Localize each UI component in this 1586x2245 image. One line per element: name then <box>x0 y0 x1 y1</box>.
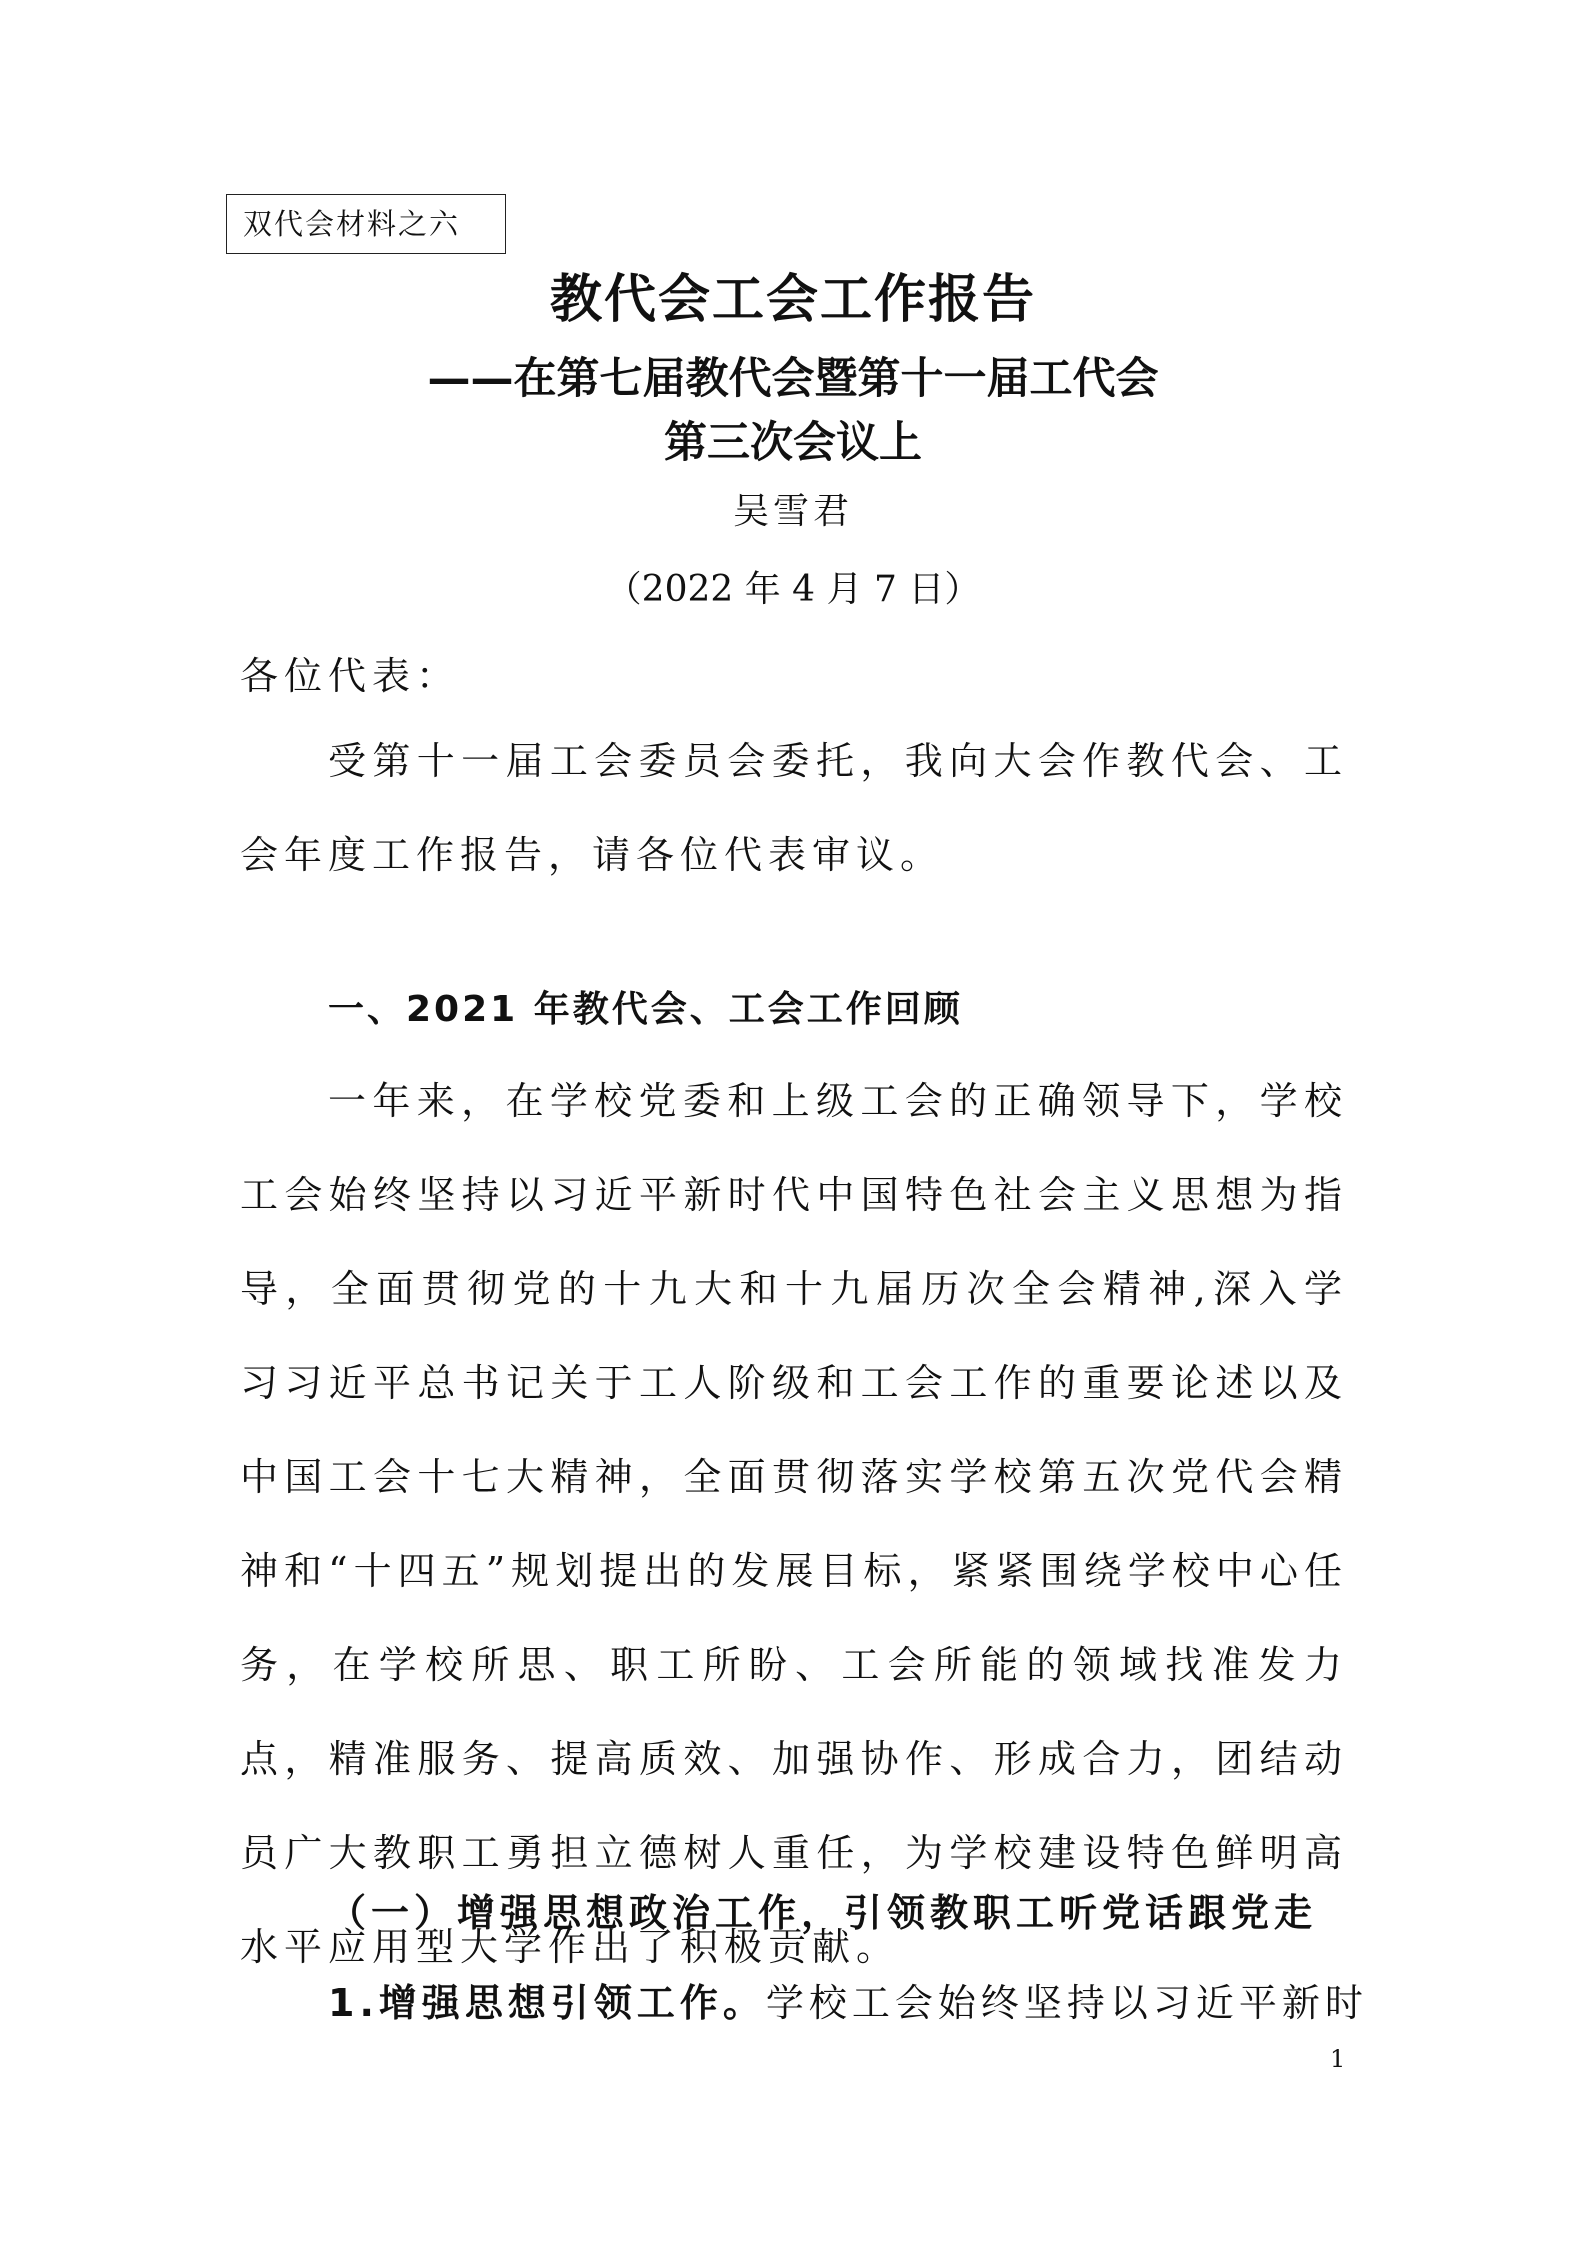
author-name: 吴雪君 <box>732 491 853 532</box>
intro-paragraph: 受第十一届工会委员会委托，我向大会作教代会、工会年度工作报告，请各位代表审议。 <box>240 739 1348 877</box>
report-subtitle-line1: ——在第七届教代会暨第十一届工代会 <box>427 354 1159 404</box>
material-tag-box <box>226 194 506 254</box>
section-heading: 一、2021 年教代会、工会工作回顾 <box>328 989 963 1030</box>
material-tag-label: 双代会材料之六 <box>243 207 461 241</box>
subsection-heading <box>328 1866 1317 1960</box>
report-title: 教代会工会工作报告 <box>549 270 1036 330</box>
salutation: 各位代表： <box>240 654 461 698</box>
report-date: （2022 年 4 月 7 日） <box>605 569 981 610</box>
item-1-heading: 1.增强思想引领工作。 <box>328 1981 766 2025</box>
page-number: 1 <box>1330 2045 1346 2073</box>
review-paragraph: 一年来，在学校党委和上级工会的正确领导下，学校工会始终坚持以习近平新时代中国特色社会主义思想为指导，全面贯彻党的十九大和十九届历次全会精神,深入学习习近平总书记关于工人阶级和工会工作的重要论述以及中国工会十七大精神，全面贯彻落实学校第五次党代会精神和“十四五”规划提出的发展目标，紧紧围绕学校中心任务，在学校所思、职工所盼、工会所能的领域找准发力点，精准服务、提高质效、加强协作、形成合力，团结动员广大教职工勇担立德树人重任，为学校建设特色鲜明高水平应用型大学作出了积极贡献。 <box>240 1079 1348 1969</box>
subsection-heading-text: （一）增强思想政治工作，引领教职工听党话跟党走 <box>328 1891 1318 1935</box>
item-1-text: 学校工会始终坚持以习近平新时 <box>765 1981 1368 2025</box>
report-subtitle-line2: 第三次会议上 <box>664 418 922 468</box>
item-1 <box>328 1956 1368 2050</box>
